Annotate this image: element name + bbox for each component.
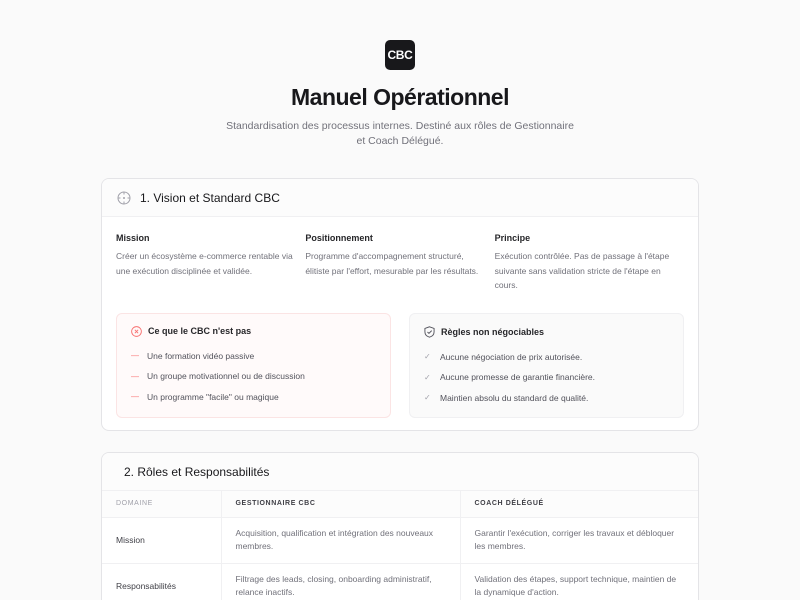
roles-table [102,491,698,600]
table-cell: Filtrage des leads, closing, onboarding administratif, relance inactifs. [221,563,460,600]
not-cbc-item-text: Un programme "facile" ou magique [147,391,279,402]
rules-item [424,367,669,388]
rules-item [424,347,669,368]
shield-check-icon [424,326,435,338]
cbc-logo: CBC [385,40,415,70]
row-label: Mission [102,517,221,563]
dash-icon: — [131,351,139,361]
roles-section-title: 2. Rôles et Responsabilités [124,464,270,479]
not-cbc-box [116,313,391,418]
not-cbc-item [131,366,376,387]
not-cbc-item [131,387,376,408]
principe-heading: Principe [494,233,531,243]
rules-title: Règles non négociables [441,326,545,337]
positionnement-heading: Positionnement [305,233,373,243]
principe-column [495,233,684,293]
not-cbc-item-text: Une formation vidéo passive [147,350,255,361]
rules-item-text: Aucune négociation de prix autorisée. [440,351,583,362]
page-subtitle [215,119,585,149]
check-icon: ✓ [424,393,431,403]
column-header-coach: COACH DÉLÉGUÉ [460,491,698,517]
rules-item-text: Aucune promesse de garantie financière. [440,372,595,383]
table-row [102,517,698,563]
table-cell: Validation des étapes, support technique, maintien de la dynamique d'action. [460,563,698,600]
x-circle-icon [131,326,142,337]
page-title: Manuel Opérationnel [291,84,509,110]
vision-section-header [102,179,698,217]
rules-item [424,388,669,409]
dash-icon: — [131,371,139,381]
table-cell: Garantir l'exécution, corriger les travaux et débloquer les membres. [460,517,698,563]
row-label: Responsabilités [102,563,221,600]
column-header-domaine: DOMAINE [102,491,221,517]
mission-column [116,233,305,293]
roles-section [101,452,699,600]
rules-item-text: Maintien absolu du standard de qualité. [440,392,589,403]
positionnement-text: Programme d'accompagnement structuré, élitiste par l'effort, mesurable par les résultats. [305,251,479,276]
table-row [102,563,698,600]
table-cell: Acquisition, qualification et intégration des nouveaux membres. [221,517,460,563]
rules-box [409,313,684,418]
column-header-gestionnaire: GESTIONNAIRE CBC [221,491,460,517]
mission-heading: Mission [116,233,150,243]
subtitle-line-2: et Coach Délégué. [356,135,444,147]
positionnement-column [305,233,494,293]
not-cbc-item-text: Un groupe motivationnel ou de discussion [147,371,305,382]
table-header-row [102,491,698,517]
vision-section [101,178,699,431]
not-cbc-title: Ce que le CBC n'est pas [148,326,252,336]
subtitle-line-1: Standardisation des processus internes. Destiné aux rôles de Gestionnaire [226,120,574,132]
roles-section-header [102,453,698,491]
check-icon: ✓ [424,352,431,362]
dash-icon: — [131,392,139,402]
check-icon: ✓ [424,372,431,382]
vision-section-title: 1. Vision et Standard CBC [140,190,280,205]
principe-text: Exécution contrôlée. Pas de passage à l'étape suivante sans validation stricte de l'étape en cours. [494,251,670,290]
not-cbc-item [131,346,376,367]
crosshair-icon [116,190,132,206]
mission-text: Créer un écosystème e-commerce rentable via une exécution disciplinée et validée. [116,251,293,276]
